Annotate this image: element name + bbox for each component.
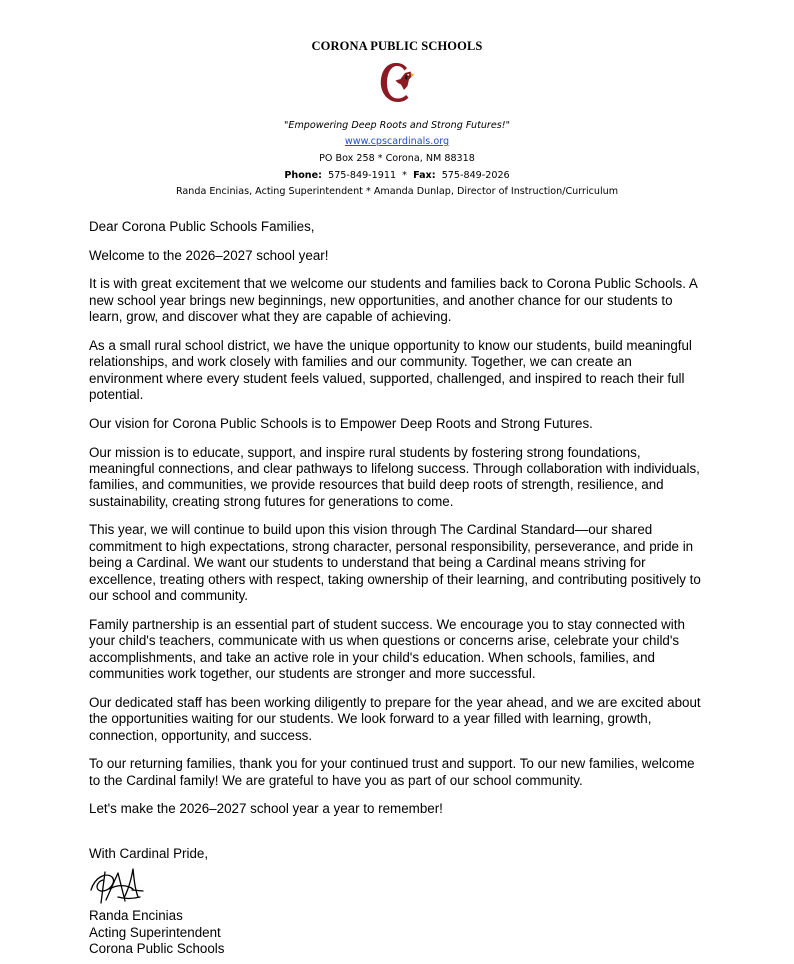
tagline: "Empowering Deep Roots and Strong Futures!" [283, 120, 511, 131]
fax-label: Fax: [413, 169, 436, 181]
handwritten-signature [88, 864, 152, 908]
letter-body [89, 219, 709, 830]
letterhead [0, 38, 794, 201]
paragraph-family-partnership: Family partnership is an essential part of student success. We encourage you to stay connected with your child's teachers, communicate with us when questions or concerns arise, celebrate your child's accomplishments, and take an active role in your child's education. When schools, families, and communities work together, our students are stronger and more successful. [89, 616, 685, 682]
website-link[interactable]: www.cpscardinals.org [344, 136, 450, 147]
signature-block [89, 846, 489, 958]
paragraph-staff: Our dedicated staff has been working diligently to prepare for the year ahead, and we are excited about the opportunities waiting for our students. We look forward to a year filled with learning, growth, connection, opportunity, and success. [89, 694, 701, 743]
district-name: CORONA PUBLIC SCHOOLS [311, 39, 483, 53]
contact-line [0, 168, 794, 185]
paragraph-welcome: Welcome to the 2026–2027 school year! [89, 247, 329, 263]
closing: With Cardinal Pride, [89, 846, 209, 861]
mailing-address: PO Box 258 * Corona, NM 88318 [319, 152, 475, 164]
phone-label: Phone: [284, 169, 322, 181]
phone-number: 575-849-1911 [328, 169, 397, 181]
paragraph-mission: Our mission is to educate, support, and inspire rural students by fostering strong foundations, meaningful connections, and clear pathways to lifelong success. Through collaboration with individuals, families, and communities, we provide resources that build deep roots of strength, resilience, and sustainability, creating strong futures for generations to come. [89, 444, 700, 509]
signer-name: Randa Encinias [89, 908, 183, 924]
paragraph-rural-district: As a small rural school district, we have the unique opportunity to know our students, build meaningful relationships, and work closely with families and our community. Together, we can create an environment where every student feels valued, supported, challenged, and inspired to reach their full potential. [89, 337, 692, 403]
paragraph-families: To our returning families, thank you for your continued trust and support. To our new families, welcome to the Cardinal family! We are grateful to have you as part of our school community. [89, 756, 695, 788]
paragraph-excitement: It is with great excitement that we welcome our students and families back to Corona Public Schools. A new school year brings new beginnings, new opportunities, and another chance for our students to learn, grow, and discover what they are capable of achieving. [89, 276, 698, 325]
cardinal-c-logo-icon [377, 59, 417, 105]
paragraph-vision: Our vision for Corona Public Schools is to Empower Deep Roots and Strong Futures. [89, 415, 593, 431]
signer-title: Acting Superintendent [89, 924, 221, 940]
staff-line: Randa Encinias, Acting Superintendent * Amanda Dunlap, Director of Instruction/Curriculum [175, 186, 619, 198]
contact-separator: * [402, 169, 407, 181]
paragraph-cardinal-standard: This year, we will continue to build upon this vision through The Cardinal Standard—our shared commitment to high expectations, strong character, personal responsibility, perseverance, and pride in being a Cardinal. We want our students to understand that being a Cardinal means striving for excellence, treating others with respect, taking ownership of their learning, and contributing positively to our school and community. [89, 522, 701, 604]
signer-organization: Corona Public Schools [89, 941, 225, 957]
salutation: Dear Corona Public Schools Families, [89, 219, 315, 234]
fax-number: 575-849-2026 [441, 169, 510, 181]
paragraph-closing-remark: Let's make the 2026–2027 school year a year to remember! [89, 801, 443, 817]
